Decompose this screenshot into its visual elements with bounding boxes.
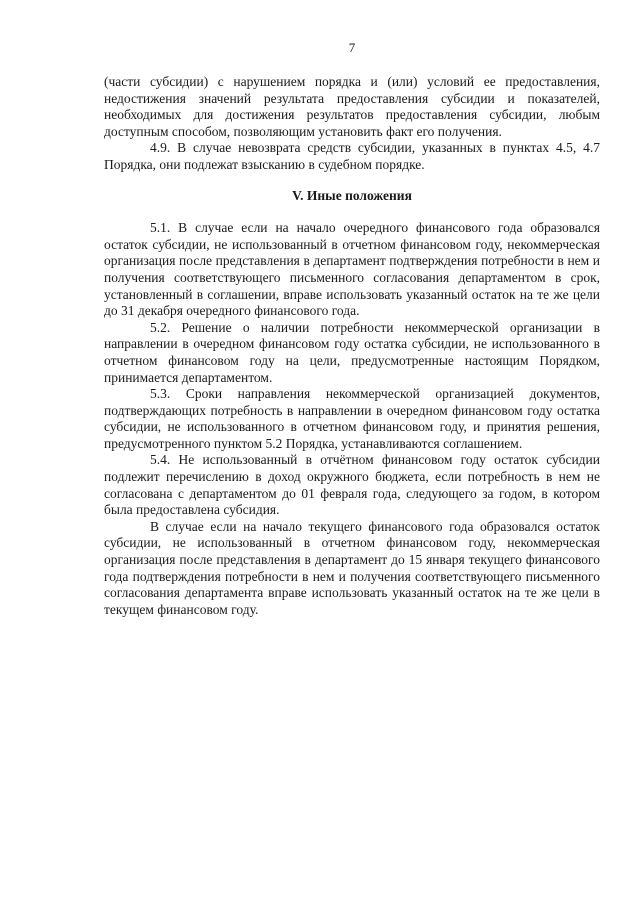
paragraph-5-4: 5.4. Не использованный в отчётном финансовом году остаток субсидии подлежит перечислению в доход окружного бюджета, если потребность в нем не согласована с департаментом до 01 февраля года, следующего за годом, в котором была предоставлена субсидия. <box>104 452 600 518</box>
paragraph-remainder: В случае если на начало текущего финансового года образовался остаток субсидии, не использованный в отчетном финансовом году, некоммерческая организация после представления в департамент до 15 января текущего финансового года подтверждения потребности в нем и получения соответствующего письменного согласования департамента вправе использовать указанный остаток на те же цели в текущем финансовом году. <box>104 518 600 617</box>
paragraph-4-9: 4.9. В случае невозврата средств субсидии, указанных в пунктах 4.5, 4.7 Порядка, они подлежат взысканию в судебном порядке. <box>104 140 600 172</box>
section-title: V. Иные положения <box>292 187 412 203</box>
paragraph-5-1: 5.1. В случае если на начало очередного финансового года образовался остаток субсидии, не использованный в отчетном финансовом году, некоммерческая организация после представления в департамент подтверждения потребности в нем и получения соответствующего письменного согласования департаментом в срок, установленный в соглашении, вправе использовать указанный остаток на те же цели до 31 декабря очередного финансового года. <box>104 220 600 319</box>
paragraph-5-3: 5.3. Сроки направления некоммерческой организацией документов, подтверждающих потребность в направлении в очередном финансовом году остатка субсидии, не использованного в отчетном финансовом году, и принятия решения, предусмотренного пунктом 5.2 Порядка, устанавливаются соглашением. <box>104 386 600 451</box>
paragraph-continuation: (части субсидии) с нарушением порядка и (или) условий ее предоставления, недостижения значений результата предоставления субсидии и показателей, необходимых для достижения результатов предоставления субсидии, любым доступным способом, позволяющим установить факт его получения. <box>104 74 600 139</box>
document-page <box>104 40 600 618</box>
page-number: 7 <box>348 40 356 55</box>
paragraph-5-2: 5.2. Решение о наличии потребности некоммерческой организации в направлении в очередном финансовом году остатка субсидии, не использованного в отчетном финансовом году на цели, предусмотренные настоящим Порядком, принимается департаментом. <box>104 319 600 385</box>
